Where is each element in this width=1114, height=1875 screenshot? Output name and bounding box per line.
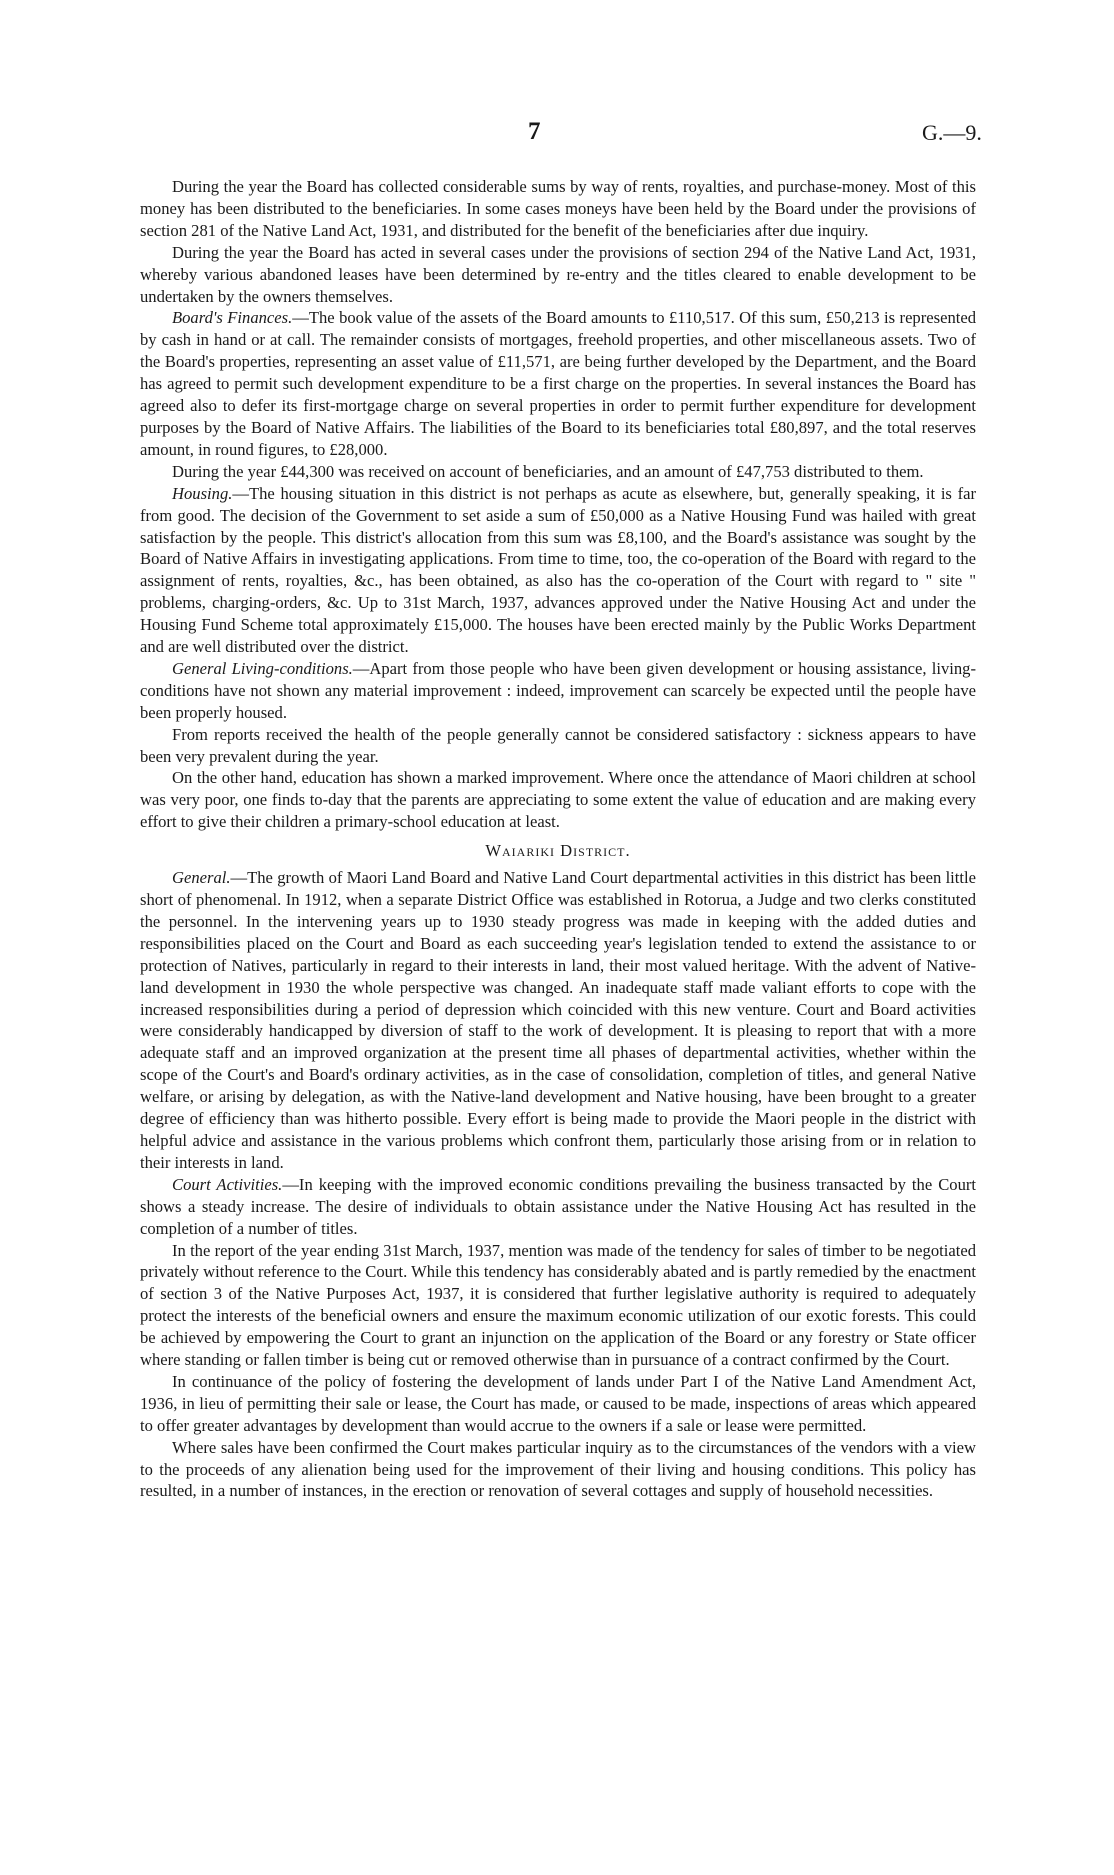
paragraph <box>140 724 976 768</box>
paragraph-text: —The book value of the assets of the Board amounts to £110,517. Of this sum, £50,213 is represented by cash in hand or at call. The remainder consists of mortgages, freehold properties, and other miscellaneous assets. Two of the Board's properties, representing an asset value of £11,571, are being further developed by the Department, and the Board has agreed to permit such development expenditure to be a first charge on the properties. In several instances the Board has agreed also to defer its first-mortgage charge on several properties in order to permit further expenditure for development purposes by the Board of Native Affairs. The liabilities of the Board to its beneficiaries total £80,897, and the total reserves amount, in round figures, to £28,000. <box>140 308 977 459</box>
paragraph-text: During the year the Board has collected considerable sums by way of rents, royalties, and purchase-money. Most of this money has been distributed to the beneficiaries. In some cases moneys have been held by the Board under the provisions of section 281 of the Native Land Act, 1931, and distributed for the benefit of the beneficiaries after due inquiry. <box>140 177 976 240</box>
paragraph-lead: Housing. <box>172 483 233 503</box>
paragraph <box>140 1437 976 1503</box>
paragraph-lead: General. <box>172 868 231 888</box>
body-text <box>140 176 976 1502</box>
paragraph <box>140 1174 976 1240</box>
paragraph <box>140 461 976 483</box>
paragraph-group-1 <box>140 176 976 833</box>
paragraph-text: Where sales have been confirmed the Court makes particular inquiry as to the circumstances of the vendors with a view to the proceeds of any alienation being used for the improvement of their living and housing conditions. This policy has resulted, in a number of instances, in the erection or renovation of several cottages and supply of household necessities. <box>140 1437 976 1501</box>
paragraph-lead: General Living-conditions. <box>172 658 353 678</box>
paragraph-text: During the year £44,300 was received on account of beneficiaries, and an amount of £47,753 distributed to them. <box>172 461 924 481</box>
page-number: 7 <box>528 118 541 145</box>
paragraph-lead: Court Activities. <box>172 1174 283 1194</box>
paragraph-text: In continuance of the policy of fostering the development of lands under Part I of the Native Land Amendment Act, 1936, in lieu of permitting their sale or lease, the Court has made, or caused to be made, inspections of areas which appeared to offer greater advantages by development than would accrue to the owners if a sale or lease were permitted. <box>140 1371 976 1435</box>
paragraph-text: On the other hand, education has shown a marked improvement. Where once the attendance of Maori children at school was very poor, one finds to-day that the parents are appreciating to some extent the value of education and are making every effort to give their children a primary-school education at least. <box>140 768 976 832</box>
paragraph-text: In the report of the year ending 31st March, 1937, mention was made of the tendency for sales of timber to be negotiated privately without reference to the Court. While this tendency has considerably abated and is partly remedied by the enactment of section 3 of the Native Purposes Act, 1937, it is considered that further legislative authority is required to adequately protect the interests of the beneficial owners and ensure the maximum economic utilization of our exotic forests. This could be achieved by empowering the Court to grant an injunction on the application of the Board or any forestry or State officer where standing or fallen timber is being cut or removed otherwise than in pursuance of a contract confirmed by the Court. <box>140 1240 977 1370</box>
paragraph-text: —In keeping with the improved economic conditions prevailing the business transacted by the Court shows a steady increase. The desire of individuals to obtain assistance under the Native Housing Act has resulted in the completion of a number of titles. <box>140 1174 977 1238</box>
paragraph-text: —The growth of Maori Land Board and Native Land Court departmental activities in this district has been little short of phenomenal. In 1912, when a separate District Office was established in Rotorua, a Judge and two clerks constituted the personnel. In the intervening years up to 1930 steady progress was made in keeping with the added duties and responsibilities placed on the Court and Board as each succeeding year's legislation tended to extend the assistance to or protection of Natives, particularly in regard to their interests in land, their most valued heritage. With the advent of Native-land development in 1930 the whole perspective was changed. An inadequate staff made valiant efforts to cope with the increased responsibilities during a period of depression which coincided with this new venture. Court and Board activities were considerably handicapped by diversion of staff to the work of development. It is pleasing to report that with a more adequate staff and an improved organization at the present time all phases of departmental activities, whether within the scope of the Court's and Board's ordinary activities, as in the case of consolidation, completion of titles, and general Native welfare, or arising by delegation, as with the Native-land development and Native housing, have been brought to a greater degree of efficiency than was hitherto possible. Every effort is being made to provide the Maori people in the district with helpful advice and assistance in the various problems which confront them, particularly those arising from or in relation to their interests in land. <box>140 868 976 1172</box>
paragraph <box>140 307 976 460</box>
paragraph <box>140 176 976 242</box>
paragraph <box>140 483 976 658</box>
section-heading: Waiariki District. <box>485 841 631 861</box>
paragraph <box>140 767 976 833</box>
series-code: G.—9. <box>922 120 982 145</box>
paragraph <box>140 1240 976 1371</box>
paragraph-group-2 <box>140 867 976 1502</box>
paragraph-text: During the year the Board has acted in several cases under the provisions of section 294 of the Native Land Act, 1931, whereby various abandoned leases have been determined by re-entry and the titles cleared to enable development to be undertaken by the owners themselves. <box>140 242 976 306</box>
page-header <box>0 118 1114 148</box>
paragraph-lead: Board's Finances. <box>172 308 293 328</box>
paragraph <box>140 867 976 1174</box>
paragraph <box>140 658 976 724</box>
paragraph <box>140 1371 976 1437</box>
paragraph <box>140 242 976 308</box>
paragraph-text: —The housing situation in this district is not perhaps as acute as elsewhere, but, generally speaking, it is far from good. The decision of the Government to set aside a sum of £50,000 as a Native Housing Fund was hailed with great satisfaction by the people. This district's allocation from this sum was £8,100, and the Board's assistance was sought by the Board of Native Affairs in investigating applications. From time to time, too, the co-operation of the Board with regard to the assignment of rents, royalties, &c., has been obtained, as also has the co-operation of the Court with regard to " site " problems, charging-orders, &c. Up to 31st March, 1937, advances approved under the Native Housing Act and under the Housing Fund Scheme total approximately £15,000. The houses have been erected mainly by the Public Works Department and are well distributed over the district. <box>140 483 976 657</box>
paragraph-text: From reports received the health of the people generally cannot be considered satisfactory : sickness appears to have been very prevalent during the year. <box>140 724 976 766</box>
paragraph-text: —Apart from those people who have been given development or housing assistance, living-conditions have not shown any material improvement : indeed, improvement can scarcely be expected until the people have been properly housed. <box>140 658 976 722</box>
